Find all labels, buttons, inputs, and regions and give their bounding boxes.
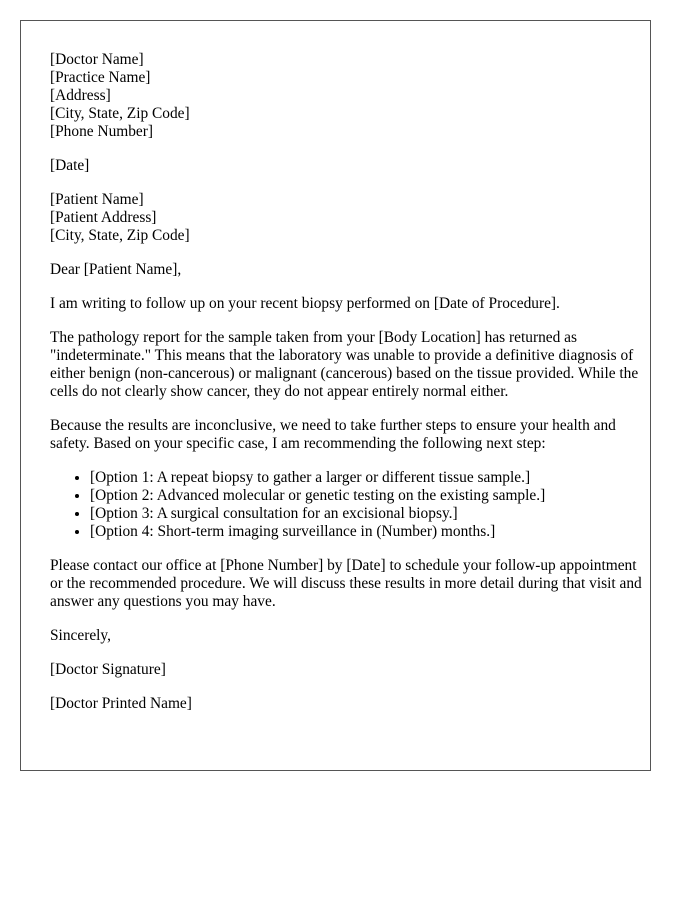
options-list (50, 469, 650, 541)
practice-address: [Address] (50, 87, 111, 104)
paragraph-next-steps: Because the results are inconclusive, we need to take further steps to ensure your health and safety. Based on your specific case, I am recommending the following next step: (50, 417, 616, 452)
paragraph-pathology: The pathology report for the sample taken from your [Body Location] has returned as "indeterminate." This means that the laboratory was unable to provide a definitive diagnosis of either benign (non-cancerous) or malignant (cancerous) based on the tissue provided. While the cells do not clearly show cancer, they do not appear entirely normal either. (50, 329, 639, 400)
list-item: • [Option 1: A repeat biopsy to gather a larger or different tissue sample.] (90, 469, 650, 487)
practice-name: [Practice Name] (50, 69, 151, 86)
patient-address: [Patient Address] (50, 209, 157, 226)
list-item: • [Option 4: Short-term imaging surveillance in (Number) months.] (90, 523, 650, 541)
letter-date: [Date] (50, 157, 90, 174)
doctor-name: [Doctor Name] (50, 51, 144, 68)
patient-city-state-zip: [City, State, Zip Code] (50, 227, 190, 244)
sender-address-block (50, 51, 650, 141)
doctor-signature: [Doctor Signature] (50, 661, 166, 678)
letter-page (20, 20, 651, 771)
paragraph-contact: Please contact our office at [Phone Number] by [Date] to schedule your follow-up appointment or the recommended procedure. We will discuss these results in more detail during that visit and answer any questions you may have. (50, 557, 642, 610)
doctor-printed-name: [Doctor Printed Name] (50, 695, 192, 712)
recipient-address-block (50, 191, 650, 245)
salutation: Dear [Patient Name], (50, 261, 182, 278)
practice-phone: [Phone Number] (50, 123, 154, 140)
list-item: • [Option 3: A surgical consultation for an excisional biopsy.] (90, 505, 650, 523)
list-item: • [Option 2: Advanced molecular or genetic testing on the existing sample.] (90, 487, 650, 505)
paragraph-intro: I am writing to follow up on your recent biopsy performed on [Date of Procedure]. (50, 295, 560, 312)
patient-name: [Patient Name] (50, 191, 144, 208)
practice-city-state-zip: [City, State, Zip Code] (50, 105, 190, 122)
sign-off: Sincerely, (50, 627, 111, 644)
